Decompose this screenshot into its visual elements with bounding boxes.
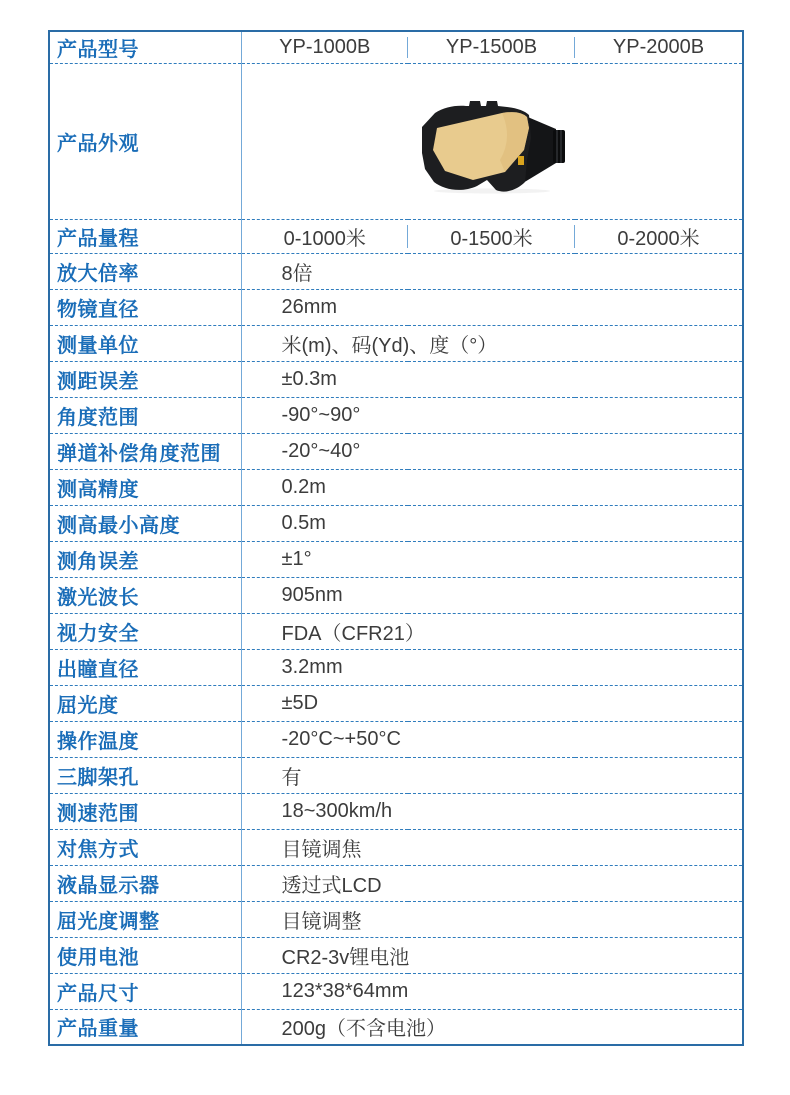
spec-value-cell: -20°~40° [241,433,743,469]
spec-row [49,937,743,973]
spec-label-cell: 角度范围 [49,397,241,433]
spec-label-cell: 三脚架孔 [49,757,241,793]
appearance-label-cell: 产品外观 [49,63,241,219]
spec-label-cell: 测距误差 [49,361,241,397]
spec-label-cell: 操作温度 [49,721,241,757]
spec-label-cell: 测速范围 [49,793,241,829]
spec-value-cell: 905nm [241,577,743,613]
range-value-cell: 0-1500米 [408,219,575,253]
spec-value-cell: -90°~90° [241,397,743,433]
spec-value-cell: 123*38*64mm [241,973,743,1009]
model-cell: YP-2000B [612,35,705,58]
spec-row [49,505,743,541]
spec-label-cell: 测高精度 [49,469,241,505]
spec-row [49,757,743,793]
spec-label-cell: 放大倍率 [49,253,241,289]
spec-value-cell: ±5D [241,685,743,721]
product-image-cell [241,63,743,219]
model-cell: YP-1000B [241,31,408,63]
spec-value-cell: 0.2m [241,469,743,505]
spec-value-cell: FDA（CFR21） [241,613,743,649]
spec-row [49,253,743,289]
spec-row [49,721,743,757]
spec-value-cell: 0.5m [241,505,743,541]
spec-label-cell: 物镜直径 [49,289,241,325]
spec-row [49,685,743,721]
spec-row [49,649,743,685]
spec-label-cell: 液晶显示器 [49,865,241,901]
spec-label-cell: 测角误差 [49,541,241,577]
spec-label-cell: 使用电池 [49,937,241,973]
range-label-cell: 产品量程 [49,219,241,253]
spec-value-cell: ±1° [241,541,743,577]
spec-value-cell: 8倍 [241,253,743,289]
header-row [49,31,743,63]
spec-row [49,973,743,1009]
spec-row [49,325,743,361]
spec-value-cell: 透过式LCD [241,865,743,901]
spec-row [49,469,743,505]
spec-value-cell: 26mm [241,289,743,325]
spec-label-cell: 对焦方式 [49,829,241,865]
eyepiece-cap [553,130,565,163]
spec-label-cell: 屈光度调整 [49,901,241,937]
brand-logo [518,156,524,165]
appearance-row [49,63,743,219]
range-value-cell: 0-2000米 [575,219,743,253]
spec-row [49,289,743,325]
spec-row [49,613,743,649]
spec-label-cell: 测量单位 [49,325,241,361]
spec-value-cell: ±0.3m [241,361,743,397]
spec-row [49,865,743,901]
spec-row [49,397,743,433]
spec-label-cell: 激光波长 [49,577,241,613]
range-value-cell: 0-1000米 [241,219,408,253]
spec-row [49,577,743,613]
spec-value-cell: 3.2mm [241,649,743,685]
spec-value-cell: -20°C~+50°C [241,721,743,757]
model-label-cell: 产品型号 [49,31,241,63]
spec-value-cell: 200g（不含电池） [241,1009,743,1045]
spec-row [49,541,743,577]
spec-value-cell: 目镜调整 [241,901,743,937]
spec-label-cell: 出瞳直径 [49,649,241,685]
spec-table-body [49,31,743,1045]
spec-table [48,30,744,1046]
spec-label-cell: 弹道补偿角度范围 [49,433,241,469]
spec-value-cell: 18~300km/h [241,793,743,829]
spec-row [49,829,743,865]
model-cell: YP-1500B [408,31,575,63]
spec-label-cell: 视力安全 [49,613,241,649]
spec-row [49,433,743,469]
spec-row [49,1009,743,1045]
spec-row [49,901,743,937]
spec-row [49,361,743,397]
spec-label-cell: 测高最小高度 [49,505,241,541]
spec-value-cell: 米(m)、码(Yd)、度（°） [241,325,743,361]
spec-label-cell: 产品尺寸 [49,973,241,1009]
rangefinder-photo [417,98,567,194]
spec-value-cell: 有 [241,757,743,793]
spec-value-cell: CR2-3v锂电池 [241,937,743,973]
spec-label-cell: 产品重量 [49,1009,241,1045]
spec-value-cell: 目镜调焦 [241,829,743,865]
spec-label-cell: 屈光度 [49,685,241,721]
spec-row [49,793,743,829]
range-row [49,219,743,253]
